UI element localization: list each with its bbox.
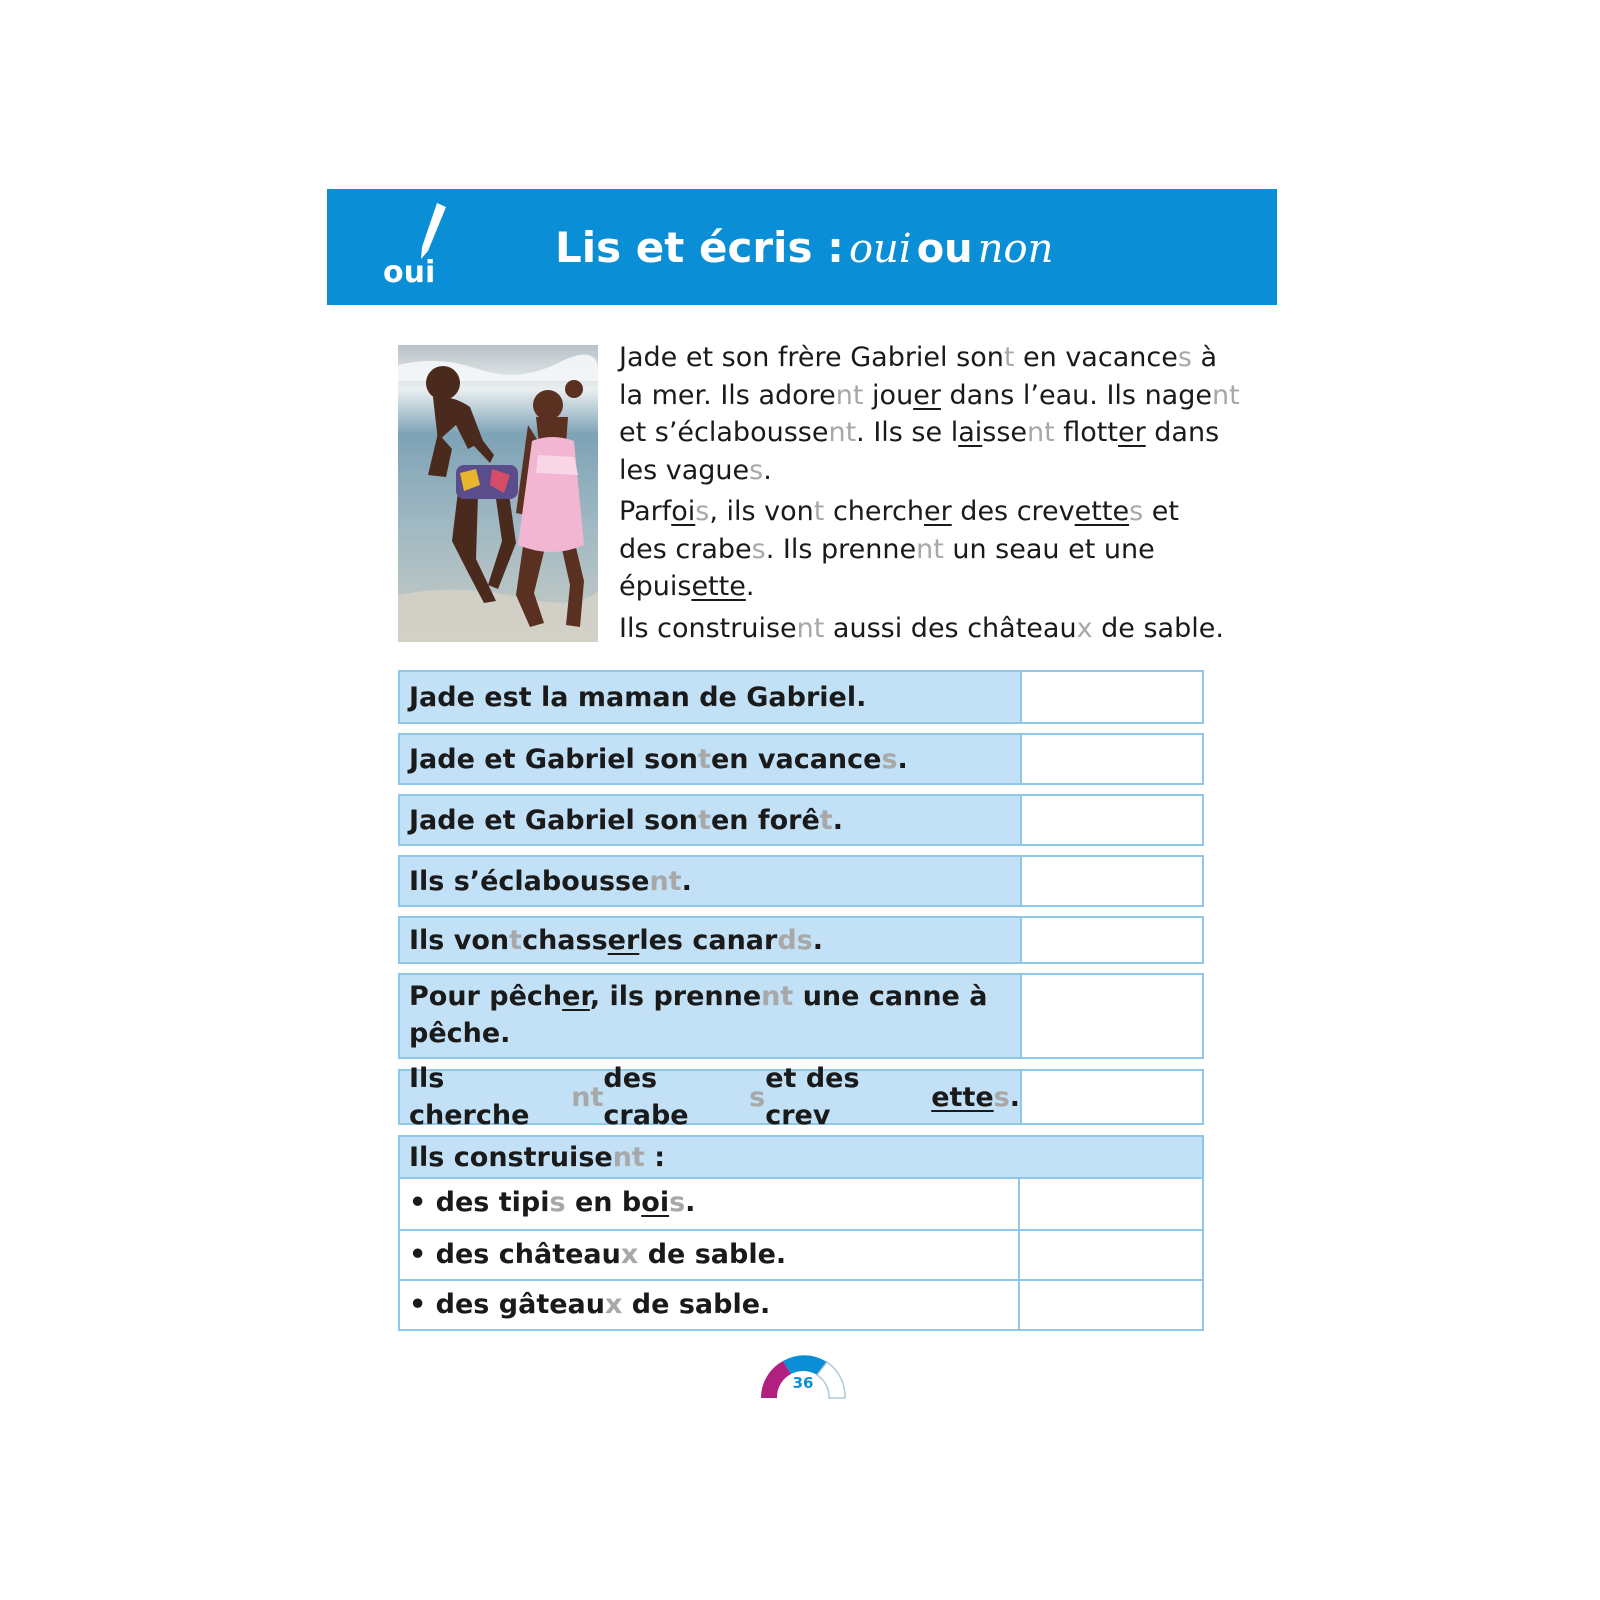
text: . Ils prenne: [765, 533, 917, 565]
answer-box[interactable]: [1022, 918, 1202, 962]
text: dans l’eau. Ils nage: [940, 379, 1212, 411]
story-line: [619, 414, 1239, 452]
question-text: [400, 1231, 1020, 1279]
text: de sable.: [638, 1239, 787, 1270]
silent-letter: nt: [916, 533, 944, 565]
silent-letter: nt: [796, 612, 825, 644]
text: Jade et Gabriel son: [409, 804, 699, 836]
question-text: [400, 735, 1022, 783]
text: . Ils se l: [856, 417, 959, 448]
silent-letter: s: [993, 1081, 1010, 1113]
text: .: [685, 1187, 696, 1218]
beach-children-photo: [398, 345, 598, 642]
question-text: [400, 975, 1022, 1057]
silent-letter: s: [1129, 496, 1144, 527]
text: à: [1191, 342, 1218, 373]
text: en vacance: [710, 743, 882, 775]
text: .: [745, 571, 755, 602]
text: pêche.: [409, 1018, 511, 1049]
silent-letter: nt: [761, 981, 794, 1012]
question-row: [398, 670, 1204, 724]
question-group: [398, 1135, 1204, 1331]
text: Ils cherche: [409, 1063, 530, 1131]
question-line: [409, 1015, 987, 1052]
header-banner: [327, 189, 1277, 305]
question-row: [398, 916, 1204, 964]
text: Pour pêch: [409, 981, 563, 1012]
silent-letter: nt: [1027, 417, 1055, 448]
text: de sable.: [1092, 612, 1224, 644]
answer-box[interactable]: [1022, 672, 1202, 722]
silent-letter: t: [1003, 342, 1015, 373]
silent-letter: nt: [835, 379, 864, 411]
oui-badge: oui: [383, 255, 436, 290]
question-text: [400, 1179, 1020, 1229]
silent-letter: s: [669, 1187, 686, 1218]
question-row: [398, 794, 1204, 846]
text: .: [681, 865, 692, 897]
text: et des crev: [765, 1063, 860, 1131]
silent-letter: ds: [777, 924, 813, 956]
text: Parf: [619, 496, 672, 527]
story-line: [619, 568, 1239, 606]
silent-letter: s: [881, 743, 898, 775]
text: les vague: [619, 454, 750, 486]
text: .: [763, 454, 772, 486]
story-line: [619, 610, 1239, 648]
text: , ils prenne: [589, 981, 762, 1012]
text: • des gâteau: [409, 1289, 605, 1320]
text: un seau et une: [943, 533, 1155, 565]
page-title: [555, 223, 1053, 272]
text: Jade est la maman de Gabriel.: [409, 681, 867, 713]
question-group-item: [400, 1229, 1202, 1279]
question-row: [398, 855, 1204, 907]
text: .: [832, 804, 843, 836]
page-number-badge: [757, 1352, 849, 1400]
silent-letter: s: [751, 533, 766, 565]
story-line: [619, 452, 1239, 490]
story-paragraph-2: [619, 493, 1239, 606]
silent-letter: t: [698, 804, 711, 836]
underlined-sound: er: [1117, 417, 1146, 448]
text: Ils von: [409, 924, 510, 956]
answer-box[interactable]: [1022, 796, 1202, 844]
text: .: [812, 924, 824, 956]
silent-letter: nt: [1211, 379, 1240, 411]
answer-box[interactable]: [1022, 735, 1202, 783]
text: • des tipi: [409, 1187, 550, 1218]
question-text: [400, 1063, 1022, 1131]
underlined-sound: er: [913, 379, 941, 411]
silent-letter: t: [819, 804, 833, 836]
question-row: [398, 1063, 1204, 1131]
underlined-sound: ai: [958, 417, 983, 448]
question-text: [400, 796, 1022, 844]
answer-box[interactable]: [1022, 975, 1202, 1057]
silent-letter: t: [698, 743, 711, 775]
underlined-sound: oi: [671, 496, 696, 527]
silent-letter: nt: [612, 1142, 645, 1173]
text: Ils construise: [619, 612, 797, 644]
silent-letter: t: [813, 496, 825, 527]
silent-letter: s: [749, 1081, 766, 1113]
underlined-sound: oi: [641, 1187, 670, 1218]
question-text: [400, 1281, 1020, 1329]
pencil-icon: [415, 201, 449, 263]
text: .: [897, 743, 908, 775]
question-row: [398, 973, 1204, 1059]
text: cherch: [824, 496, 924, 527]
story-paragraph-3: [619, 610, 1239, 648]
text: la mer. Ils adore: [619, 379, 836, 411]
text: et: [1143, 496, 1179, 527]
text: chass: [522, 924, 608, 956]
text: des crabe: [619, 533, 752, 565]
answer-box[interactable]: [1020, 1281, 1202, 1329]
underlined-sound: er: [607, 924, 640, 956]
silent-letter: x: [604, 1289, 623, 1320]
question-text: [400, 857, 1022, 905]
underlined-sound: er: [924, 496, 952, 527]
answer-box[interactable]: [1022, 857, 1202, 905]
story-line: [619, 493, 1239, 531]
text: • des château: [409, 1239, 621, 1270]
text: de sable.: [622, 1289, 771, 1320]
text: des crev: [951, 496, 1075, 527]
story-text: [619, 339, 1239, 651]
silent-letter: x: [1076, 612, 1093, 644]
silent-letter: s: [549, 1187, 566, 1218]
text: .: [1009, 1081, 1020, 1113]
story-line: [619, 531, 1239, 569]
question-group-header: [400, 1137, 1202, 1179]
text: Ils s’éclabousse: [409, 865, 650, 897]
title-or: ou: [916, 226, 973, 272]
text: des crabe: [603, 1063, 689, 1131]
text: aussi des château: [824, 612, 1077, 644]
text: jou: [863, 379, 914, 411]
underlined-sound: er: [562, 981, 590, 1012]
text: Jade et son frère Gabriel son: [619, 342, 1004, 373]
text: Jade et Gabriel son: [409, 743, 699, 775]
question-text: [400, 672, 1022, 722]
answer-box[interactable]: [1020, 1179, 1202, 1229]
text: et s’éclabousse: [619, 417, 829, 448]
story-line: [619, 339, 1239, 377]
story-line: [619, 377, 1239, 415]
title-non: non: [977, 226, 1054, 272]
text: épuis: [619, 571, 692, 602]
text: flott: [1054, 417, 1118, 448]
title-oui: oui: [848, 226, 912, 272]
text: dans: [1145, 417, 1220, 448]
silent-letter: nt: [571, 1081, 604, 1113]
text: en vacance: [1014, 342, 1178, 373]
text: :: [644, 1142, 666, 1173]
text: , ils von: [709, 496, 814, 527]
text: en b: [565, 1187, 642, 1218]
answer-box[interactable]: [1020, 1231, 1202, 1279]
question-text-lines: [409, 978, 987, 1052]
text: sse: [982, 417, 1027, 448]
question-group-item: [400, 1279, 1202, 1329]
text: Ils construise: [409, 1142, 613, 1173]
answer-box[interactable]: [1022, 1071, 1202, 1123]
question-line: [409, 978, 987, 1015]
text: les canar: [639, 924, 778, 956]
silent-letter: s: [1177, 342, 1192, 373]
text: une canne à: [793, 981, 988, 1012]
underlined-sound: ette: [931, 1081, 994, 1113]
question-group-item: [400, 1179, 1202, 1229]
silent-letter: s: [749, 454, 764, 486]
underlined-sound: ette: [1074, 496, 1130, 527]
silent-letter: nt: [649, 865, 682, 897]
story-paragraph-1: [619, 339, 1239, 489]
text: en forê: [710, 804, 820, 836]
underlined-sound: ette: [691, 571, 746, 602]
silent-letter: s: [695, 496, 710, 527]
title-main: Lis et écris :: [555, 223, 844, 272]
page-number: 36: [792, 1374, 814, 1392]
question-row: [398, 733, 1204, 785]
silent-letter: x: [620, 1239, 639, 1270]
silent-letter: t: [509, 924, 523, 956]
question-text: [400, 918, 1022, 962]
silent-letter: nt: [828, 417, 857, 448]
